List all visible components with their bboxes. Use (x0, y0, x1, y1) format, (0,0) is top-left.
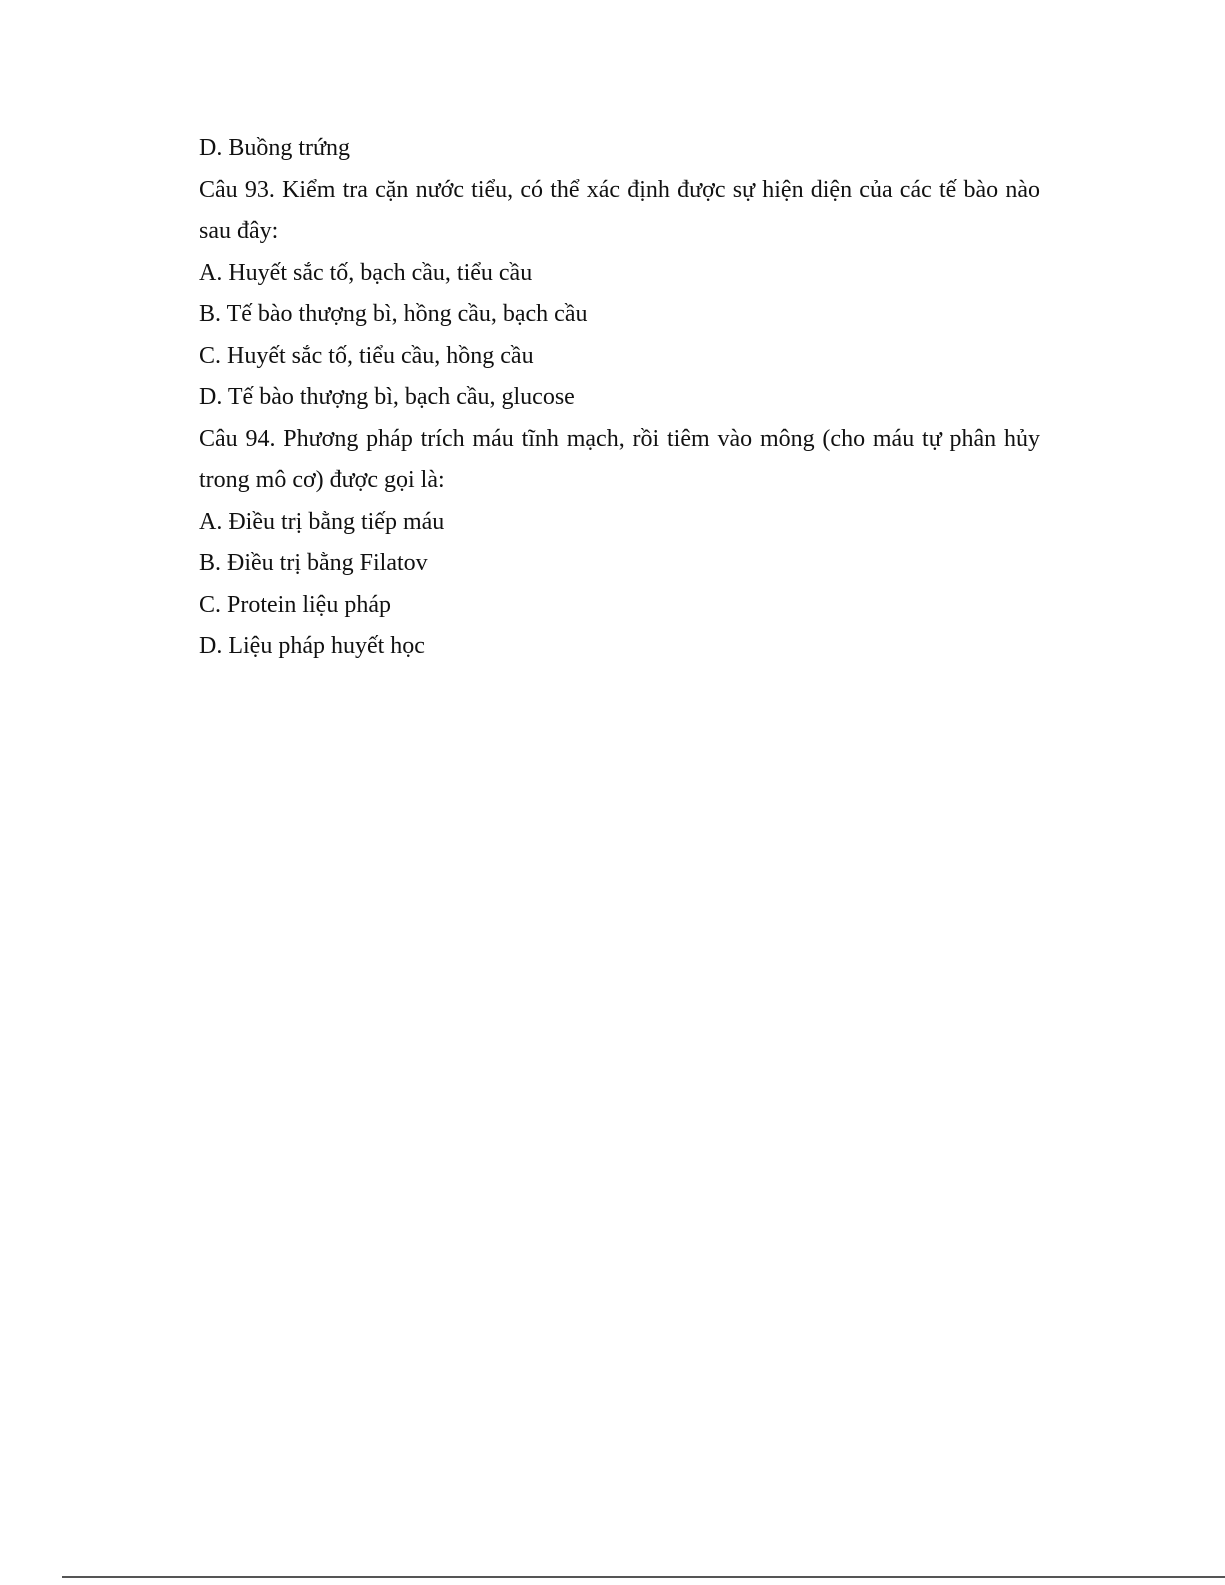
page-bottom-divider (62, 1576, 1225, 1578)
previous-question-option-d: D. Buồng trứng (199, 135, 351, 161)
question-93-stem: Câu 93. Kiểm tra cặn nước tiểu, có thể xác định được sự hiện diện của các tế bào nào sau đây: (199, 176, 1040, 244)
question-94-stem: Câu 94. Phương pháp trích máu tĩnh mạch, rồi tiêm vào mông (cho máu tự phân hủy trong mô cơ) được gọi là: (199, 425, 1040, 493)
question-93-option-b: B. Tế bào thượng bì, hồng cầu, bạch cầu (199, 301, 588, 327)
question-94-option-b: B. Điều trị bằng Filatov (199, 550, 428, 576)
question-94-option-c: C. Protein liệu pháp (199, 591, 391, 618)
page-content (199, 128, 1040, 668)
question-93-option-c: C. Huyết sắc tố, tiểu cầu, hồng cầu (199, 342, 534, 369)
question-94-option-a: A. Điều trị bằng tiếp máu (199, 508, 445, 535)
question-93-option-d: D. Tế bào thượng bì, bạch cầu, glucose (199, 384, 575, 410)
question-93-option-a: A. Huyết sắc tố, bạch cầu, tiểu cầu (199, 259, 533, 286)
question-94-option-d: D. Liệu pháp huyết học (199, 633, 425, 659)
